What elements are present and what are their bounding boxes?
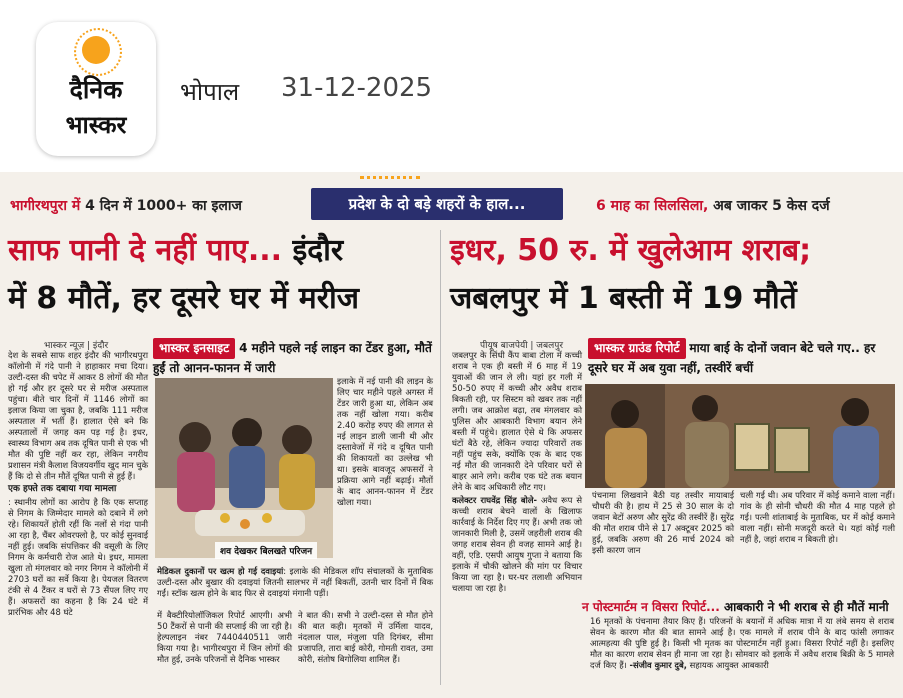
ground-report-box bbox=[588, 338, 893, 382]
right-bottom-headline: न पोस्टमार्टम न विसरा रिपोर्ट... आबकारी ने भी शराब से ही मौतें मानी bbox=[582, 600, 889, 614]
right-photo-caption: पंचनामा लिखवाने बैठी यह तस्वीर मायाबाई चौधरी की है। हाथ में 25 से 30 साल के दो जवान बेटों अरुण और सुरेंद्र की तस्वीरें हैं। सुरेंद्र की मौत शराब पीने से 17 अक्टूबर 2025 को हुई, जबकि अरुण की 26 मार्च 2024 को इसी कारण जान bbox=[592, 490, 734, 555]
left-bottom-col2: में बैक्टीरियोलॉजिकल रिपोर्ट आएगी। अभी 50 टैंकरों से पानी की सप्लाई की जा रही है। हेल्पलाइन नंबर 7440440511 जारी किया गया है। भागीरथपुरा में जिन लोगों की मौत हुई, उनके परिजनों से दैनिक भास्कर bbox=[157, 610, 292, 664]
right-kicker: 6 माह का सिलसिला, अब जाकर 5 केस दर्ज bbox=[596, 198, 830, 214]
right-headline-line1: इधर, 50 रु. में खुलेआम शराब; bbox=[450, 233, 812, 268]
sun-icon bbox=[82, 36, 110, 64]
right-bottom-text: 16 मृतकों के पंचनामा तैयार किए हैं। परिजनों के बयानों में अधिक मात्रा में या लंबे समय से शराब सेवन के कारण मौत की बात सामने आई है। एक मामले में शराब पीने के बाद फांसी लगाकर आत्महत्या की पुष्टि हुई है। किसी भी मृतक का पोस्टमार्टम नहीं हुआ। विसरा रिपोर्ट नहीं है। इसलिए मौत का कारण शराब सेवन ही माना जा रहा है। सोमवार को इलाके में अवैध शराब बिक्री के 5 मामले दर्ज किए हैं। -संजीव कुमार दुबे, सहायक आयुक्त आबकारी bbox=[590, 616, 894, 670]
right-byline: पीयूष बाजपेयी | जबलपुर bbox=[480, 341, 564, 351]
edition-date: 31-12-2025 bbox=[281, 73, 433, 103]
ground-report-tag: भास्कर ग्राउंड रिपोर्ट bbox=[588, 338, 686, 359]
left-headline-line2: में 8 मौतें, हर दूसरे घर में मरीज bbox=[8, 281, 359, 316]
left-kicker: भागीरथपुरा में 4 दिन में 1000+ का इलाज bbox=[10, 198, 242, 214]
ground-report-title: माया बाई के दोनों जवान बेटे चले गए.. हर दूसरे घर में अब युवा नहीं, तस्वीरें बचीं bbox=[588, 341, 876, 375]
insight-title: 4 महीने पहले नई लाइन का टेंडर हुआ, मौतें हुईं तो आनन-फानन में जारी bbox=[153, 341, 432, 375]
insight-tag: भास्कर इनसाइट bbox=[153, 338, 235, 359]
section-divider bbox=[440, 230, 441, 685]
left-photo-caption: शव देखकर बिलखते परिजन bbox=[215, 542, 317, 559]
left-headline-line1: साफ पानी दे नहीं पाए... इंदौर bbox=[8, 233, 344, 268]
left-bottom-col3: ने बात की। सभी ने उल्टी-दस्त से मौत होने की बात कही। मृतकों में उर्मिला यादव, नंदलाल पाल, मंजुला पति दिगंबर, सीमा प्रजापति, तारा बाई कोरी, गोमती रावत, उमा कोरी, संतोष बिगोलिया शामिल हैं। bbox=[298, 610, 433, 664]
dainik-bhaskar-logo bbox=[36, 22, 156, 156]
right-headline-line2: जबलपुर में 1 बस्ती में 19 मौतें bbox=[450, 281, 797, 316]
logo-text-line2: भास्कर bbox=[65, 111, 127, 139]
mourning-family-photo bbox=[155, 378, 333, 558]
logo-text-line1: दैनिक bbox=[69, 75, 123, 104]
center-banner: प्रदेश के दो बड़े शहरों के हाल... bbox=[311, 188, 563, 220]
left-byline: भास्कर न्यूज़ | इंदौर bbox=[44, 341, 109, 351]
right-article-col: जबलपुर के सिंधी कैंप बाबा टोला में कच्ची शराब ने एक ही बस्ती में 6 माह में 19 युवाओं की जान ले ली। यहां हर गली में 50-50 रुपए में कच्ची और अवैध शराब बिकती रही, पर सिस्टम को खबर तक नहीं लगी। जब आक्रोश बढ़ा, तब मंगलवार को पुलिस और आबकारी विभाग बयान लेने बस्ती में पहुंचे। हालात ऐसे थे कि अफसर घंटों बैठे रहे, लेकिन ज्यादा परिवारों तक नहीं पहुंच सके, क्योंकि एक के बाद एक नई मौत की जानकारी देने परिवार घरों से बाहर आने लगे। करीब एक घंटे तक बयान लेने के बाद अधिकारी लौट गए। कलेक्टर राघवेंद्र सिंह बोले- अवैध रूप से कच्ची शराब बेचने वालों के खिलाफ कार्रवाई के निर्देश दिए गए हैं। अभी तक जो जानकारी मिली है, उसमें जहरीली शराब की जगह शराब सेवन ही वजह सामने आई है। वहीं, एडि. एसपी आयुष गुप्ता ने बताया कि इलाके में चौकी खोलने की मांग पर विचार किया जा रहा है। घर-घर तलाशी अभियान चलाया जा रहा है। bbox=[452, 350, 582, 593]
insight-body: इलाके में नई पानी की लाइन के लिए चार महीने पहले अगस्त में टेंडर जारी हुआ था, लेकिन अब तक नहीं खोला गया। करीब 2.40 करोड़ रुपए की लागत से नई लाइन डाली जानी थी और दस्तावेजों में गंदे व दूषित पानी की शिकायतों का उल्लेख भी था। इसके बावजूद अफसरों ने प्रक्रिया आगे नहीं बढ़ाई। मौतों के बाद आनन-फानन में टेंडर खोला गया। bbox=[337, 376, 433, 507]
left-bottom-strip: मेडिकल दुकानों पर खत्म हो गई दवाइयां: इलाके की मेडिकल शॉप संचालकों के मुताबिक उल्टी-दस्त और बुखार की दवाइयां जितनी सालभर में नहीं बिकतीं, उतनी चार दिनों में बिक गईं। स्टॉक खत्म होने के बाद फिर से दवाइयां मंगानी पड़ीं। bbox=[157, 566, 433, 598]
edition-city: भोपाल bbox=[180, 78, 240, 106]
maya-bai-photo bbox=[585, 384, 895, 488]
left-article-col1: देश के सबसे साफ शहर इंदौर की भागीरथपुरा कॉलोनी में गंदे पानी ने हाहाकार मचा दिया। उल्टी-दस्त की चपेट में आकर 8 लोगों की मौत हो गई और हर दूसरे घर से मरीज अस्पताल पहुंचा। बीते चार दिनों में 1146 लोगों का इलाज किया जा चुका है, जबकि 111 मरीज अस्पताल में भर्ती हैं। हालात ऐसे बने कि अस्पतालों में जगह कम पड़ गई है। इधर, स्वास्थ्य विभाग अब तक दूषित पानी से एक भी मौत की पुष्टि नहीं कर रहा, लेकिन नगरीय प्रशासन मंत्री कैलाश विजयवर्गीय खुद मान चुके हैं कि दो से तीन मौतें दूषित पानी से हुई हैं। एक हफ्ते तक दबाया गया मामला : स्थानीय लोगों का आरोप है कि एक सप्ताह से निगम के जिम्मेदार मामले को दबाने में लगे रहे। शिकायतें होती रहीं कि नलों से गंदा पानी आ रहा है, चैंबर ओवरफ्लो है, पर कोई सुनवाई नहीं हुई। जबकि संपत्तिकर की वसूली के लिए निगम के कर्मचारी रोज आते थे। इधर, मामला खुला तो मंगलवार को नगर निगम ने कॉलोनी में 2703 घरों का सर्वे किया है। पेयजल वितरण टंकी से 4 टैंकर व घरों से 73 सैंपल लिए गए हैं। अफसरों का कहना है कि 24 घंटे में प्रारंभिक और 48 घंटे bbox=[8, 350, 148, 617]
right-photo-caption-2: चली गई थी। अब परिवार में कोई कमाने वाला नहीं। गांव के ही सोनी चौधरी की मौत 4 माह पहले हो गई। पत्नी शांताबाई के मुताबिक, घर में कोई कमाने वाला नहीं। सोनी मजदूरी करते थे। यहां कोई गली नहीं है, जहां शराब न बिकती हो। bbox=[740, 490, 895, 544]
